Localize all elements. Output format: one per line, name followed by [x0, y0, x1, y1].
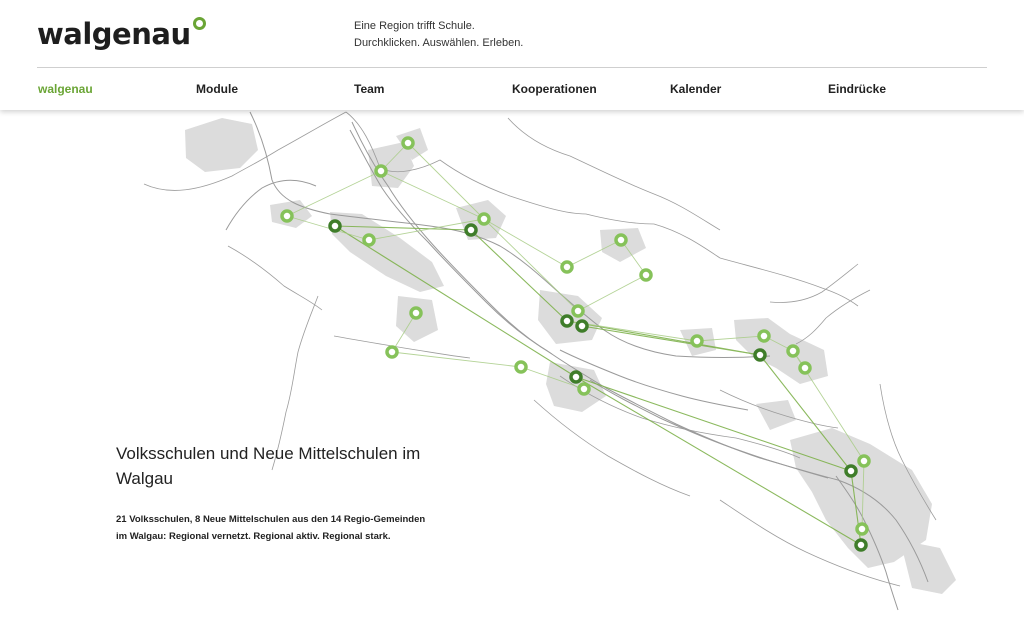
network-link: [381, 171, 484, 219]
network-link: [408, 143, 484, 219]
network-link: [576, 377, 851, 471]
volksschule-marker[interactable]: [516, 362, 526, 372]
settlement-area: [330, 212, 444, 292]
mittelschule-marker[interactable]: [846, 466, 856, 476]
volksschule-marker[interactable]: [364, 235, 374, 245]
boundary-line: [796, 290, 870, 344]
volksschule-marker[interactable]: [800, 363, 810, 373]
volksschule-marker[interactable]: [282, 211, 292, 221]
mittelschule-marker[interactable]: [330, 221, 340, 231]
tagline: [354, 18, 523, 52]
volksschule-marker[interactable]: [479, 214, 489, 224]
settlement-area: [900, 540, 956, 594]
mittelschule-marker[interactable]: [562, 316, 572, 326]
main-nav: [0, 82, 1024, 98]
network-link: [582, 326, 760, 355]
site-logo[interactable]: [37, 14, 206, 54]
volksschule-marker[interactable]: [641, 270, 651, 280]
mittelschule-marker[interactable]: [755, 350, 765, 360]
boundary-line: [334, 336, 470, 358]
mittelschule-marker[interactable]: [856, 540, 866, 550]
settlement-area: [756, 400, 796, 430]
nav-item-kooperationen[interactable]: Kooperationen: [512, 82, 597, 96]
volksschule-marker[interactable]: [616, 235, 626, 245]
info-title: Volksschulen und Neue Mittelschulen im Walgau: [116, 444, 421, 488]
rail-line: [250, 112, 770, 358]
tagline-line-2: Durchklicken. Auswählen. Erleben.: [354, 37, 524, 49]
volksschule-marker[interactable]: [759, 331, 769, 341]
volksschule-marker[interactable]: [403, 138, 413, 148]
walgau-school-map: [0, 110, 1024, 644]
boundary-line: [770, 264, 858, 303]
volksschule-marker[interactable]: [857, 524, 867, 534]
site-header: [0, 0, 1024, 110]
volksschule-marker[interactable]: [573, 306, 583, 316]
nav-item-module[interactable]: Module: [196, 82, 238, 96]
nav-item-kalender[interactable]: Kalender: [670, 82, 722, 96]
logo-ring-icon: [193, 17, 206, 30]
boundary-line: [228, 246, 322, 310]
road-line: [590, 380, 828, 478]
boundary-line: [534, 400, 690, 496]
settlement-area: [734, 318, 828, 384]
boundary-line: [720, 258, 858, 306]
mittelschule-marker[interactable]: [571, 372, 581, 382]
volksschule-marker[interactable]: [411, 308, 421, 318]
volksschule-marker[interactable]: [376, 166, 386, 176]
volksschule-marker[interactable]: [692, 336, 702, 346]
info-description: 21 Volksschulen, 8 Neue Mittelschulen aus den 14 Regio-Gemeinden im Walgau: Regional vernetzt. Regional aktiv. Regional stark.: [116, 514, 426, 542]
nav-item-team[interactable]: Team: [354, 82, 385, 96]
volksschule-marker[interactable]: [562, 262, 572, 272]
logo-text: walgenau: [37, 17, 191, 51]
network-link: [287, 171, 381, 216]
info-panel: [116, 441, 436, 545]
network-link: [392, 352, 521, 367]
mittelschule-marker[interactable]: [466, 225, 476, 235]
nav-item-eindruecke[interactable]: Eindrücke: [828, 82, 887, 96]
boundary-line: [346, 112, 720, 258]
volksschule-marker[interactable]: [387, 347, 397, 357]
volksschule-marker[interactable]: [859, 456, 869, 466]
network-link: [471, 230, 567, 321]
settlement-area: [185, 118, 258, 172]
tagline-line-1: Eine Region trifft Schule.: [354, 20, 475, 32]
volksschule-marker[interactable]: [579, 384, 589, 394]
boundary-line: [508, 118, 720, 230]
nav-divider: [37, 67, 987, 68]
mittelschule-marker[interactable]: [577, 321, 587, 331]
network-link: [578, 275, 646, 311]
volksschule-marker[interactable]: [788, 346, 798, 356]
nav-item-walgenau[interactable]: walgenau: [38, 82, 93, 96]
